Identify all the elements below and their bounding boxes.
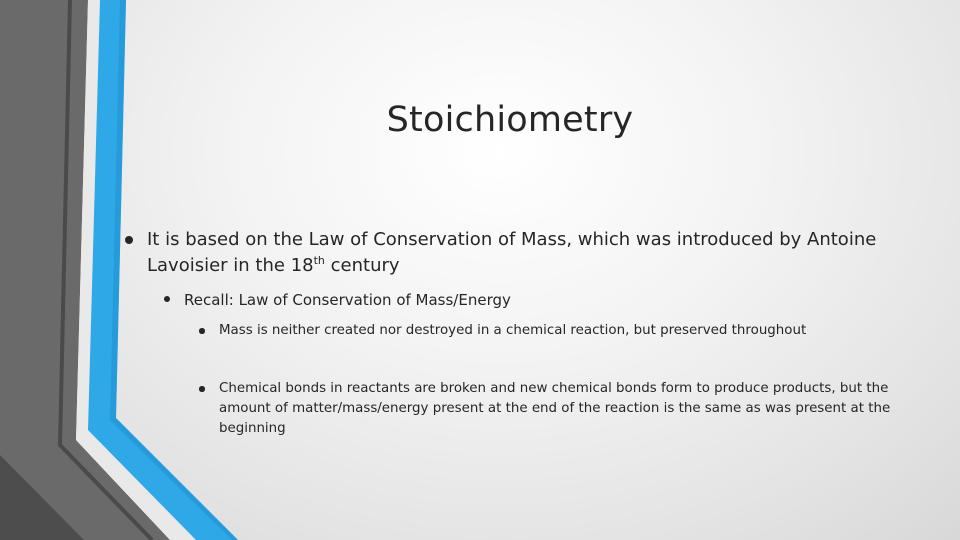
bullet-level2 (184, 289, 884, 311)
bullet3-text: Mass is neither created nor destroyed in a chemical reaction, but preserved throughout (219, 323, 807, 338)
bullet-dot (199, 328, 205, 334)
bullet-dot (125, 236, 133, 244)
bullet-level3-second (219, 379, 909, 439)
bullet-dot (164, 296, 170, 302)
slide-title: Stoichiometry (386, 100, 634, 140)
bullet4-text: Chemical bonds in reactants are broken and new chemical bonds form to produce products, but the amount of matter/mass/energy present at the end of the reaction is the same as was present at the beginning (219, 381, 891, 436)
bullet1-text: It is based on the Law of Conservation of Mass, which was introduced by Antoine Lavoisier in the 18 (147, 229, 877, 276)
bullet2-text: Recall: Law of Conservation of Mass/Energy (184, 291, 511, 309)
bullet-level1 (147, 227, 887, 279)
bullet1-superscript: th (313, 254, 325, 267)
bullet-dot (199, 386, 205, 392)
bullet-level3-first (219, 321, 909, 341)
bullet1-text-end: century (324, 255, 400, 276)
